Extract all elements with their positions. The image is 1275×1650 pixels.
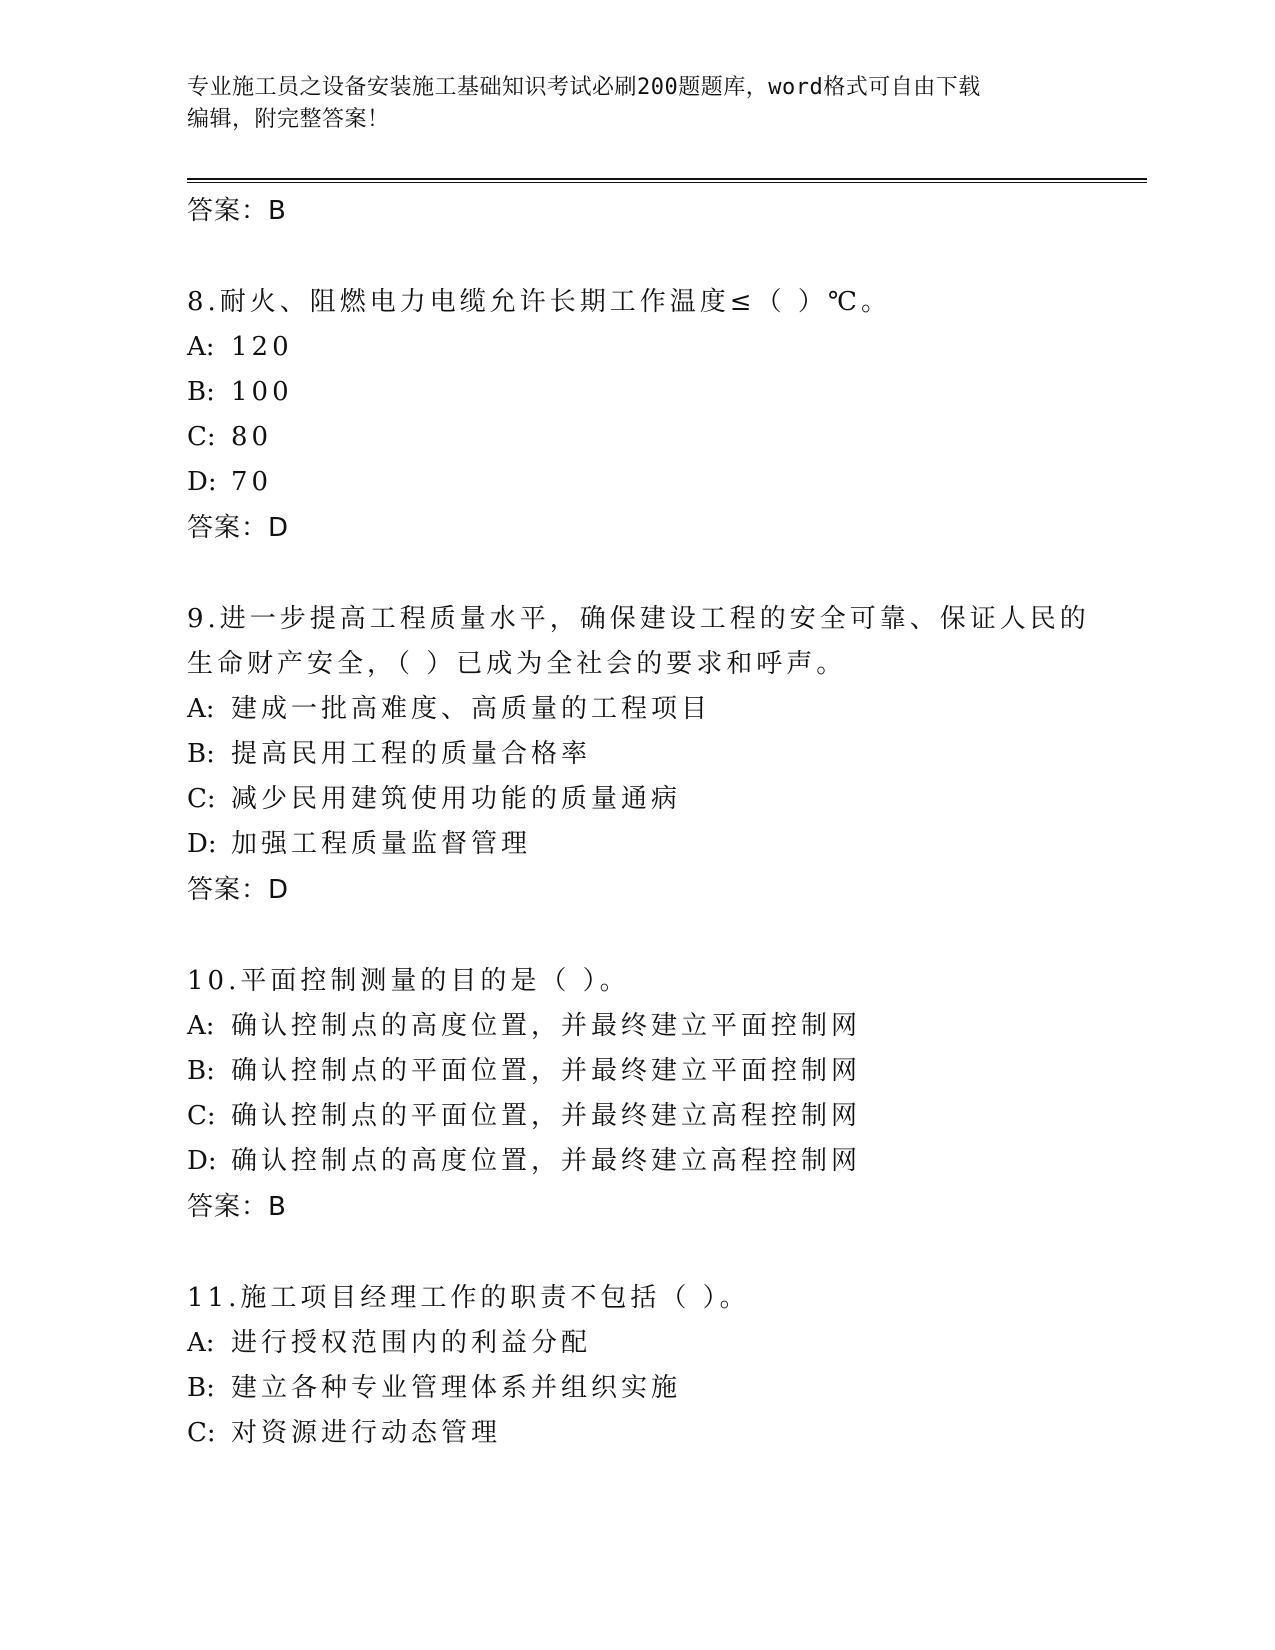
option-b <box>187 370 1147 415</box>
option-text: 100 <box>231 377 293 407</box>
header-line-2: 编辑，附完整答案！ <box>187 107 390 132</box>
option-label: B: <box>187 377 215 407</box>
spacer <box>187 551 1147 597</box>
option-label: C: <box>187 422 216 452</box>
option-text: 建立各种专业管理体系并组织实施 <box>231 1373 682 1403</box>
option-text: 减少民用建筑使用功能的质量通病 <box>231 784 682 814</box>
spacer <box>187 234 1147 280</box>
option-c <box>187 415 1147 460</box>
option-c <box>187 1411 1147 1456</box>
option-label: A: <box>187 332 215 362</box>
spacer <box>187 913 1147 959</box>
option-label: D: <box>187 829 217 859</box>
header-rule-thin <box>187 182 1147 183</box>
answer-line: 答案：D <box>187 875 290 905</box>
document-header <box>187 72 1087 136</box>
option-label: D: <box>187 467 217 497</box>
option-text: 确认控制点的高度位置，并最终建立高程控制网 <box>231 1146 862 1176</box>
option-text: 提高民用工程的质量合格率 <box>231 739 592 769</box>
option-a <box>187 325 1147 370</box>
option-text: 70 <box>231 467 273 497</box>
option-c <box>187 1094 1147 1139</box>
option-c <box>187 777 1147 822</box>
option-d <box>187 460 1147 505</box>
answer-line: 答案：D <box>187 513 290 543</box>
option-label: A: <box>187 694 215 724</box>
option-text: 120 <box>231 332 293 362</box>
header-rule-thick <box>187 178 1147 180</box>
option-label: B: <box>187 1373 215 1403</box>
option-label: A: <box>187 1328 215 1358</box>
option-d <box>187 1139 1147 1184</box>
answer-line: 答案：B <box>187 1192 287 1222</box>
option-b <box>187 1366 1147 1411</box>
question-stem-continued: 生命财产安全，（ ）已成为全社会的要求和呼声。 <box>187 649 847 679</box>
question-stem: 11.施工项目经理工作的职责不包括（ ）。 <box>187 1283 750 1313</box>
question-block <box>187 1276 1147 1456</box>
option-label: B: <box>187 1056 215 1086</box>
option-label: B: <box>187 739 215 769</box>
option-text: 确认控制点的高度位置，并最终建立平面控制网 <box>231 1011 862 1041</box>
option-a <box>187 687 1147 732</box>
option-b <box>187 732 1147 777</box>
option-text: 80 <box>231 422 273 452</box>
spacer <box>187 1230 1147 1276</box>
question-block <box>187 959 1147 1230</box>
header-line-1: 专业施工员之设备安装施工基础知识考试必刷200题题库，word格式可自由下载 <box>187 75 981 100</box>
option-text: 确认控制点的平面位置，并最终建立高程控制网 <box>231 1101 862 1131</box>
option-b <box>187 1049 1147 1094</box>
option-a <box>187 1321 1147 1366</box>
question-stem: 9.进一步提高工程质量水平，确保建设工程的安全可靠、保证人民的 <box>187 604 1090 634</box>
option-a <box>187 1004 1147 1049</box>
option-label: A: <box>187 1011 215 1041</box>
option-label: C: <box>187 1101 216 1131</box>
option-text: 对资源进行动态管理 <box>231 1418 502 1448</box>
question-block <box>187 280 1147 551</box>
question-list <box>187 188 1147 1456</box>
option-text: 建成一批高难度、高质量的工程项目 <box>231 694 712 724</box>
option-label: D: <box>187 1146 217 1176</box>
question-block <box>187 597 1147 913</box>
question-stem: 8.耐火、阻燃电力电缆允许长期工作温度≤（ ）℃。 <box>187 287 891 317</box>
option-text: 进行授权范围内的利益分配 <box>231 1328 592 1358</box>
option-text: 确认控制点的平面位置，并最终建立平面控制网 <box>231 1056 862 1086</box>
option-text: 加强工程质量监督管理 <box>231 829 532 859</box>
option-label: C: <box>187 784 216 814</box>
question-stem: 10.平面控制测量的目的是（ ）。 <box>187 966 630 996</box>
answer-line: 答案：B <box>187 196 287 226</box>
option-label: C: <box>187 1418 216 1448</box>
option-d <box>187 822 1147 867</box>
